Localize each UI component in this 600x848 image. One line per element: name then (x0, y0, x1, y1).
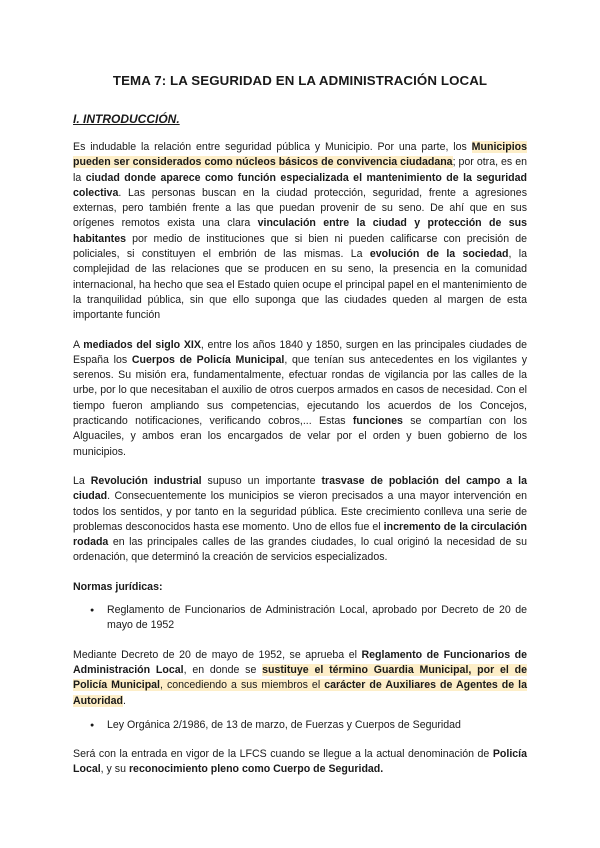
bold-text: Policía Local (73, 748, 527, 776)
bold-text: Revolución industrial (90, 474, 202, 487)
text-run: . (123, 694, 126, 707)
list-item: ● Reglamento de Funcionarios de Administración Local, aprobado por Decreto de 20 de mayo de 1952 (107, 603, 527, 634)
bold-text: funciones (352, 415, 403, 428)
bold-text: carácter de Auxiliares de Agentes de la Autoridad (73, 679, 528, 707)
text-run: A (73, 338, 84, 351)
bold-text: ciudad donde aparece como función especializada el mantenimiento de la seguridad colectiva (73, 171, 527, 199)
text-run: Mediante Decreto de 20 de mayo de 1952, se aprueba el (73, 648, 362, 661)
text-run: por medio de instituciones que si bien ni pueden calificarse con precisión de policiales, si constituyen el embrión de las mismas. La (73, 232, 527, 261)
paragraph-intro (73, 140, 527, 324)
bold-text: reconocimiento pleno como Cuerpo de Seguridad. (128, 763, 384, 776)
text-run: , que tenían sus antecedentes en los vigilantes y serenos. Su misión era, fundamentalmente, efectuar rondas de vigilancia por las calles de la urbe, por lo que necesitaban el auxilio de otros cuerpos armados en casos de necesidad. Con el tiempo fueron ampliando sus competencias, ejecutando los acuerdos de los Concejos, practicando notificaciones, verificando cobros,... Estas (73, 353, 527, 428)
text-run: supuso un importante (201, 474, 322, 487)
text-run: , la complejidad de las relaciones que se producen en su seno, la presencia en la comunidad internacional, ha hecho que sea el Estado quien ocupe el principal papel en el mantenimiento de la tranquilidad pública, sin que ello suponga que las ciudades queden al margen de esta importante función (73, 248, 527, 322)
document-title: TEMA 7: LA SEGURIDAD EN LA ADMINISTRACIÓN LOCAL (112, 73, 488, 88)
text-run: ; por otra, es en la (73, 156, 527, 184)
text-run: , concediendo a sus miembros el (160, 679, 325, 692)
bold-text: mediados del siglo XIX (83, 338, 201, 351)
paragraph-reglamento (73, 648, 527, 709)
norms-list-2 (73, 718, 527, 733)
list-item: ● Ley Orgánica 2/1986, de 13 de marzo, de Fuerzas y Cuerpos de Seguridad (107, 718, 527, 733)
norms-list-1 (73, 603, 527, 634)
text-run: . Consecuentemente los municipios se vieron precisados a una mayor intervención en todos los sentidos, y por tanto en la seguridad pública. Este crecimiento conlleva una serie de problemas desconocidos hasta ese momento. Uno de ellos fue el (73, 490, 527, 533)
text-run: , y su (100, 763, 129, 776)
text-run: , entre los años 1840 y 1850, surgen en las principales ciudades de España los (73, 338, 527, 366)
text-run: se compartían con los Alguaciles, y ambos eran los encargados de velar por el orden y buen gobierno de los municipios. (73, 415, 527, 458)
bold-text: vinculación entre la ciudad y protección de sus habitantes (73, 217, 527, 245)
bold-text: incremento de la circulación rodada (73, 520, 527, 549)
paragraph-siglo-xix (73, 338, 527, 460)
norms-label: Normas jurídicas: (73, 580, 163, 593)
text-run: Será con la entrada en vigor de la LFCS cuando se llegue a la actual denominación de (73, 748, 493, 761)
bold-text: Municipios pueden ser considerados como núcleos básicos de convivencia ciudadana (73, 141, 527, 169)
bold-text: Cuerpos de Policía Municipal (131, 353, 285, 366)
bold-text: Reglamento de Funcionarios de Administración Local (73, 648, 527, 676)
text-run: La (73, 474, 91, 487)
bold-text: evolución de la sociedad (369, 248, 509, 261)
text-run: en las principales calles de las grandes ciudades, lo cual originó la necesidad de su ordenación, que determinó la creación de servicios especializados. (73, 536, 527, 564)
section-heading: I. INTRODUCCIÓN. (73, 112, 180, 126)
bold-text: sustituye el término Guardia Municipal, por el de Policía Municipal (73, 663, 527, 692)
text-run: . Las personas buscan en la ciudad protección, seguridad, frente a agresiones externas, pero también frente a las que puedan provenir de su seno. De ahí que en sus orígenes remotos exista una clara (73, 186, 527, 230)
paragraph-revolucion-industrial (73, 474, 527, 566)
bold-text: trasvase de población del campo a la ciudad (73, 474, 527, 503)
paragraph-lfcs (73, 747, 527, 778)
text-run: Es indudable la relación entre seguridad pública y Municipio. Por una parte, los (73, 141, 472, 153)
text-run: , en donde se (183, 663, 263, 676)
